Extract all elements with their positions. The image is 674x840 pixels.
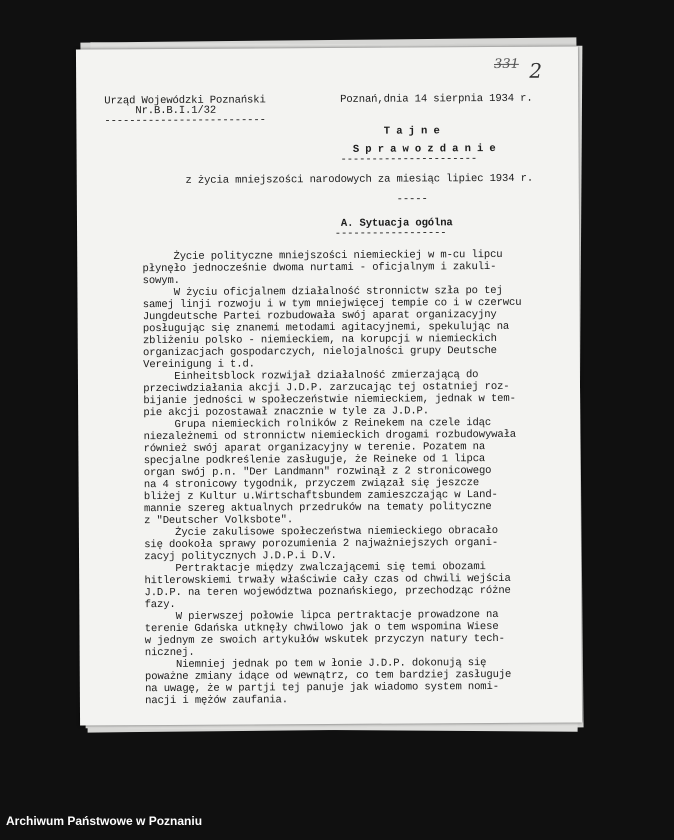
document-line: Grupa niemieckich rolników z Reinekem na czele idąc	[106, 417, 492, 432]
document-line: A. Sytuacja ogólna	[104, 217, 453, 232]
document-line: J.D.P. na teren województwa poznańskiego, przechodząc różne	[107, 584, 511, 600]
document-line: organizacjach gospodarczych, nielojalności grupy Deutsche	[105, 344, 497, 360]
old-page-number: 331	[493, 56, 519, 72]
document-line: organ swój p.n. "Der Landmann" rozwinął z 2 stronicowego	[106, 465, 492, 480]
document-line: zbliżeniu polsko - niemieckiem, na korupcji w niemieckich	[105, 332, 497, 348]
archive-footer: Archiwum Państwowe w Poznaniu	[6, 814, 203, 828]
document-line: z życia mniejszości narodowych za miesiąc lipiec 1934 r.	[104, 172, 534, 188]
document-line: Jungdeutsche Partei rozbudowała swój aparat organizacyjny	[105, 308, 497, 324]
document-line: się dookoła sprawy porozumienia 2 najważniejszych organi-	[106, 536, 499, 552]
document-line: Vereinigung i t.d.	[105, 358, 255, 372]
document-line: na uwagę, że w partji tej panuje jak wiadomo system nomi-	[107, 680, 499, 696]
document-line: bijanie jedności w społeczeństwie niemieckiem, jednak w tem-	[106, 392, 516, 408]
document-line: zacyj politycznych J.D.P.i D.V.	[107, 549, 337, 564]
document-line: W życiu oficjalnem działalność stronnictw szła po tej	[105, 284, 503, 300]
document-line: płynęło jednocześnie dwoma nurtami - oficjalnym i zakuli-	[105, 260, 497, 276]
document-line: Pertraktacje między zwalczającemi się temi obozami	[107, 561, 486, 576]
document-line: przeciwdziałania akcji J.D.P. zarzucając tej ostatniej roz-	[105, 380, 510, 396]
document-line: bliżej z Kultur u.Wirtschaftsbundem zamieszczając w Land-	[106, 488, 498, 504]
document-line: niezależnemi od stronnictw niemieckich drogami rozbudowywała	[106, 428, 517, 444]
document-line: hitlerowskiemi trwały właściwie cały czas od chwili wejścia	[107, 572, 511, 588]
document-line: z "Deutscher Volksbote".	[106, 514, 294, 528]
document-line: --------------------------	[104, 114, 266, 128]
document-line: fazy.	[107, 598, 176, 612]
document-line: na 4 stronicowy tygodnik, przyczem związał się jeszcze	[106, 477, 480, 492]
document-line: Życie zakulisowe społeczeństwa niemieckiego obracało	[106, 524, 498, 540]
page-number: 2	[529, 58, 543, 83]
document-line: poważne zmiany idące od wewnątrz, co tem bardziej zasługuje	[107, 668, 512, 684]
document-line: ----------------------	[104, 153, 478, 168]
document-line: Niemniej jednak po tem w łonie J.D.P. dokonują się	[107, 657, 487, 672]
document-line: -----	[104, 193, 428, 208]
document-line: terenie Gdańska utknęły chwilowo jak o tem wspomina Wiese	[107, 620, 499, 636]
document-line: sowym.	[105, 274, 180, 288]
document-line: nacji i mężów zaufania.	[107, 694, 288, 708]
document-line: Einheitsblock rozwijał działalność zmierzającą do	[105, 369, 479, 384]
document-line: mannie szereg aktualnych przedruków na tematy polityczne	[106, 501, 492, 516]
document-line: posługując się znanemi metodami agitacyjnemi, spekulując na	[105, 320, 510, 336]
document-line: S p r a w o z d a n i e	[104, 142, 496, 158]
document-line: w jednym ze swoich artykułów wskutek przyczyn natury tech-	[107, 632, 505, 648]
document-line: również swój aparat organizacyjny w terenie. Pozatem na	[106, 441, 486, 456]
document-line: Życie polityczne mniejszości niemieckiej w m-cu lipcu	[105, 248, 503, 264]
document-line: pie akcji pozostawał znacznie w tyle za J.D.P.	[106, 405, 429, 420]
document-line: Nr.B.B.I.1/32	[104, 104, 217, 118]
document-line: T a j n e	[104, 125, 440, 140]
document-line: W pierwszej połowie lipca pertraktacje prowadzone na	[107, 608, 499, 624]
document-line: ------------------	[105, 227, 447, 242]
document-page	[76, 46, 582, 725]
document-line: samej linji rozwoju i w tym mniejwięcej tempie co i w czerwcu	[105, 296, 522, 312]
document-line: Urząd Wojewódzki Poznański Poznań,dnia 14 sierpnia 1934 r.	[104, 92, 533, 108]
document-line: specjalne podkreślenie zasługuje, że Reineke od 1 lipca	[106, 453, 486, 468]
document-line: nicznej.	[107, 646, 195, 660]
